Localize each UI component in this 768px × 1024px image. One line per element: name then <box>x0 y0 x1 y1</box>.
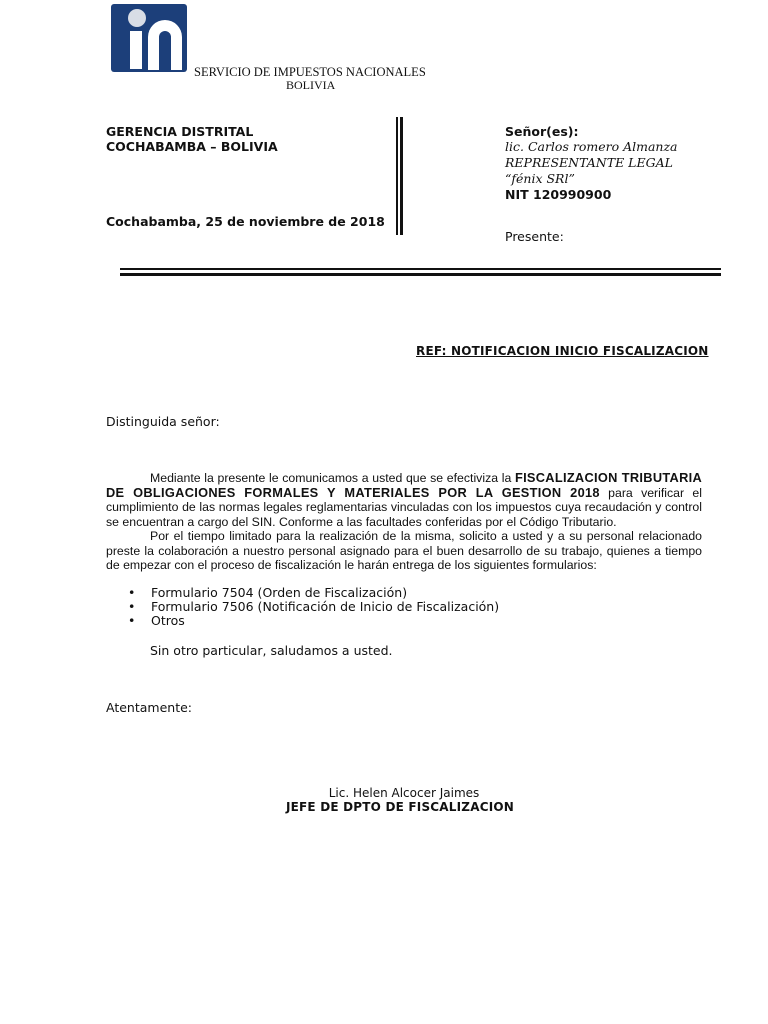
greeting: Distinguida señor: <box>106 414 220 429</box>
logo-arch <box>148 20 182 70</box>
recipient-role: REPRESENTANTE LEGAL <box>505 155 673 170</box>
list-item: • Formulario 7506 (Notificación de Inicio de Fiscalización) <box>128 599 500 614</box>
bullet-icon: • <box>128 599 136 614</box>
p2-text: Por el tiempo limitado para la realización de la misma, solicito a usted y a su personal relacionado preste la colaboración a nuestro personal asignado para el buen desarrollo de su trabajo, quienes a tiempo de empezar con el proceso de fiscalización le harán entrega de los siguientes formularios: <box>106 529 702 573</box>
institution-name: SERVICIO DE IMPUESTOS NACIONALES <box>194 65 426 79</box>
vertical-divider-2 <box>400 117 403 235</box>
sender-line-2: COCHABAMBA – BOLIVIA <box>106 139 278 154</box>
header-rule-top <box>120 268 721 270</box>
bullet-icon: • <box>128 585 136 600</box>
sign-off: Atentamente: <box>106 700 192 715</box>
vertical-divider-1 <box>396 117 398 235</box>
list-item: • Otros <box>128 613 185 628</box>
bullet-icon: • <box>128 613 136 628</box>
body-paragraph-2 <box>106 529 702 573</box>
forms-list <box>128 586 628 628</box>
institution-country: BOLIVIA <box>286 78 336 92</box>
body-paragraph-1 <box>106 471 702 529</box>
recipient-presente: Presente: <box>505 229 564 244</box>
letter-date: Cochabamba, 25 de noviembre de 2018 <box>106 214 385 229</box>
reference-line: REF: NOTIFICACION INICIO FISCALIZACION <box>416 344 709 358</box>
signatory-name: Lic. Helen Alcocer Jaimes <box>328 786 480 800</box>
signatory-title: JEFE DE DPTO DE FISCALIZACION <box>285 800 515 814</box>
logo-dot <box>128 9 146 27</box>
p1-rest: para verificar el cumplimiento de las normas legales reglamentarias vinculadas con los impuestos cuya recaudación y control se encuentran a cargo del SIN. Conforme a las facultades conferidas por el Código Tributario. <box>106 485 703 529</box>
recipient-company: “fénix SRl” <box>505 171 575 186</box>
header-rule-bottom <box>120 273 721 276</box>
closing-line: Sin otro particular, saludamos a usted. <box>150 643 393 658</box>
recipient-salutation: Señor(es): <box>505 124 579 139</box>
sin-logo <box>111 4 187 72</box>
p1-bold: FISCALIZACION TRIBUTARIA DE OBLIGACIONES FORMALES Y MATERIALES POR LA GESTION 2018 <box>106 470 703 500</box>
logo-stem <box>130 31 142 69</box>
recipient-name: lic. Carlos romero Almanza <box>505 139 678 154</box>
list-item: • Formulario 7504 (Orden de Fiscalización) <box>128 585 408 600</box>
sender-line-1: GERENCIA DISTRITAL <box>106 124 254 139</box>
recipient-nit: NIT 120990900 <box>505 187 612 202</box>
p1-intro: Mediante la presente le comunicamos a usted que se efectiviza la <box>150 471 515 485</box>
